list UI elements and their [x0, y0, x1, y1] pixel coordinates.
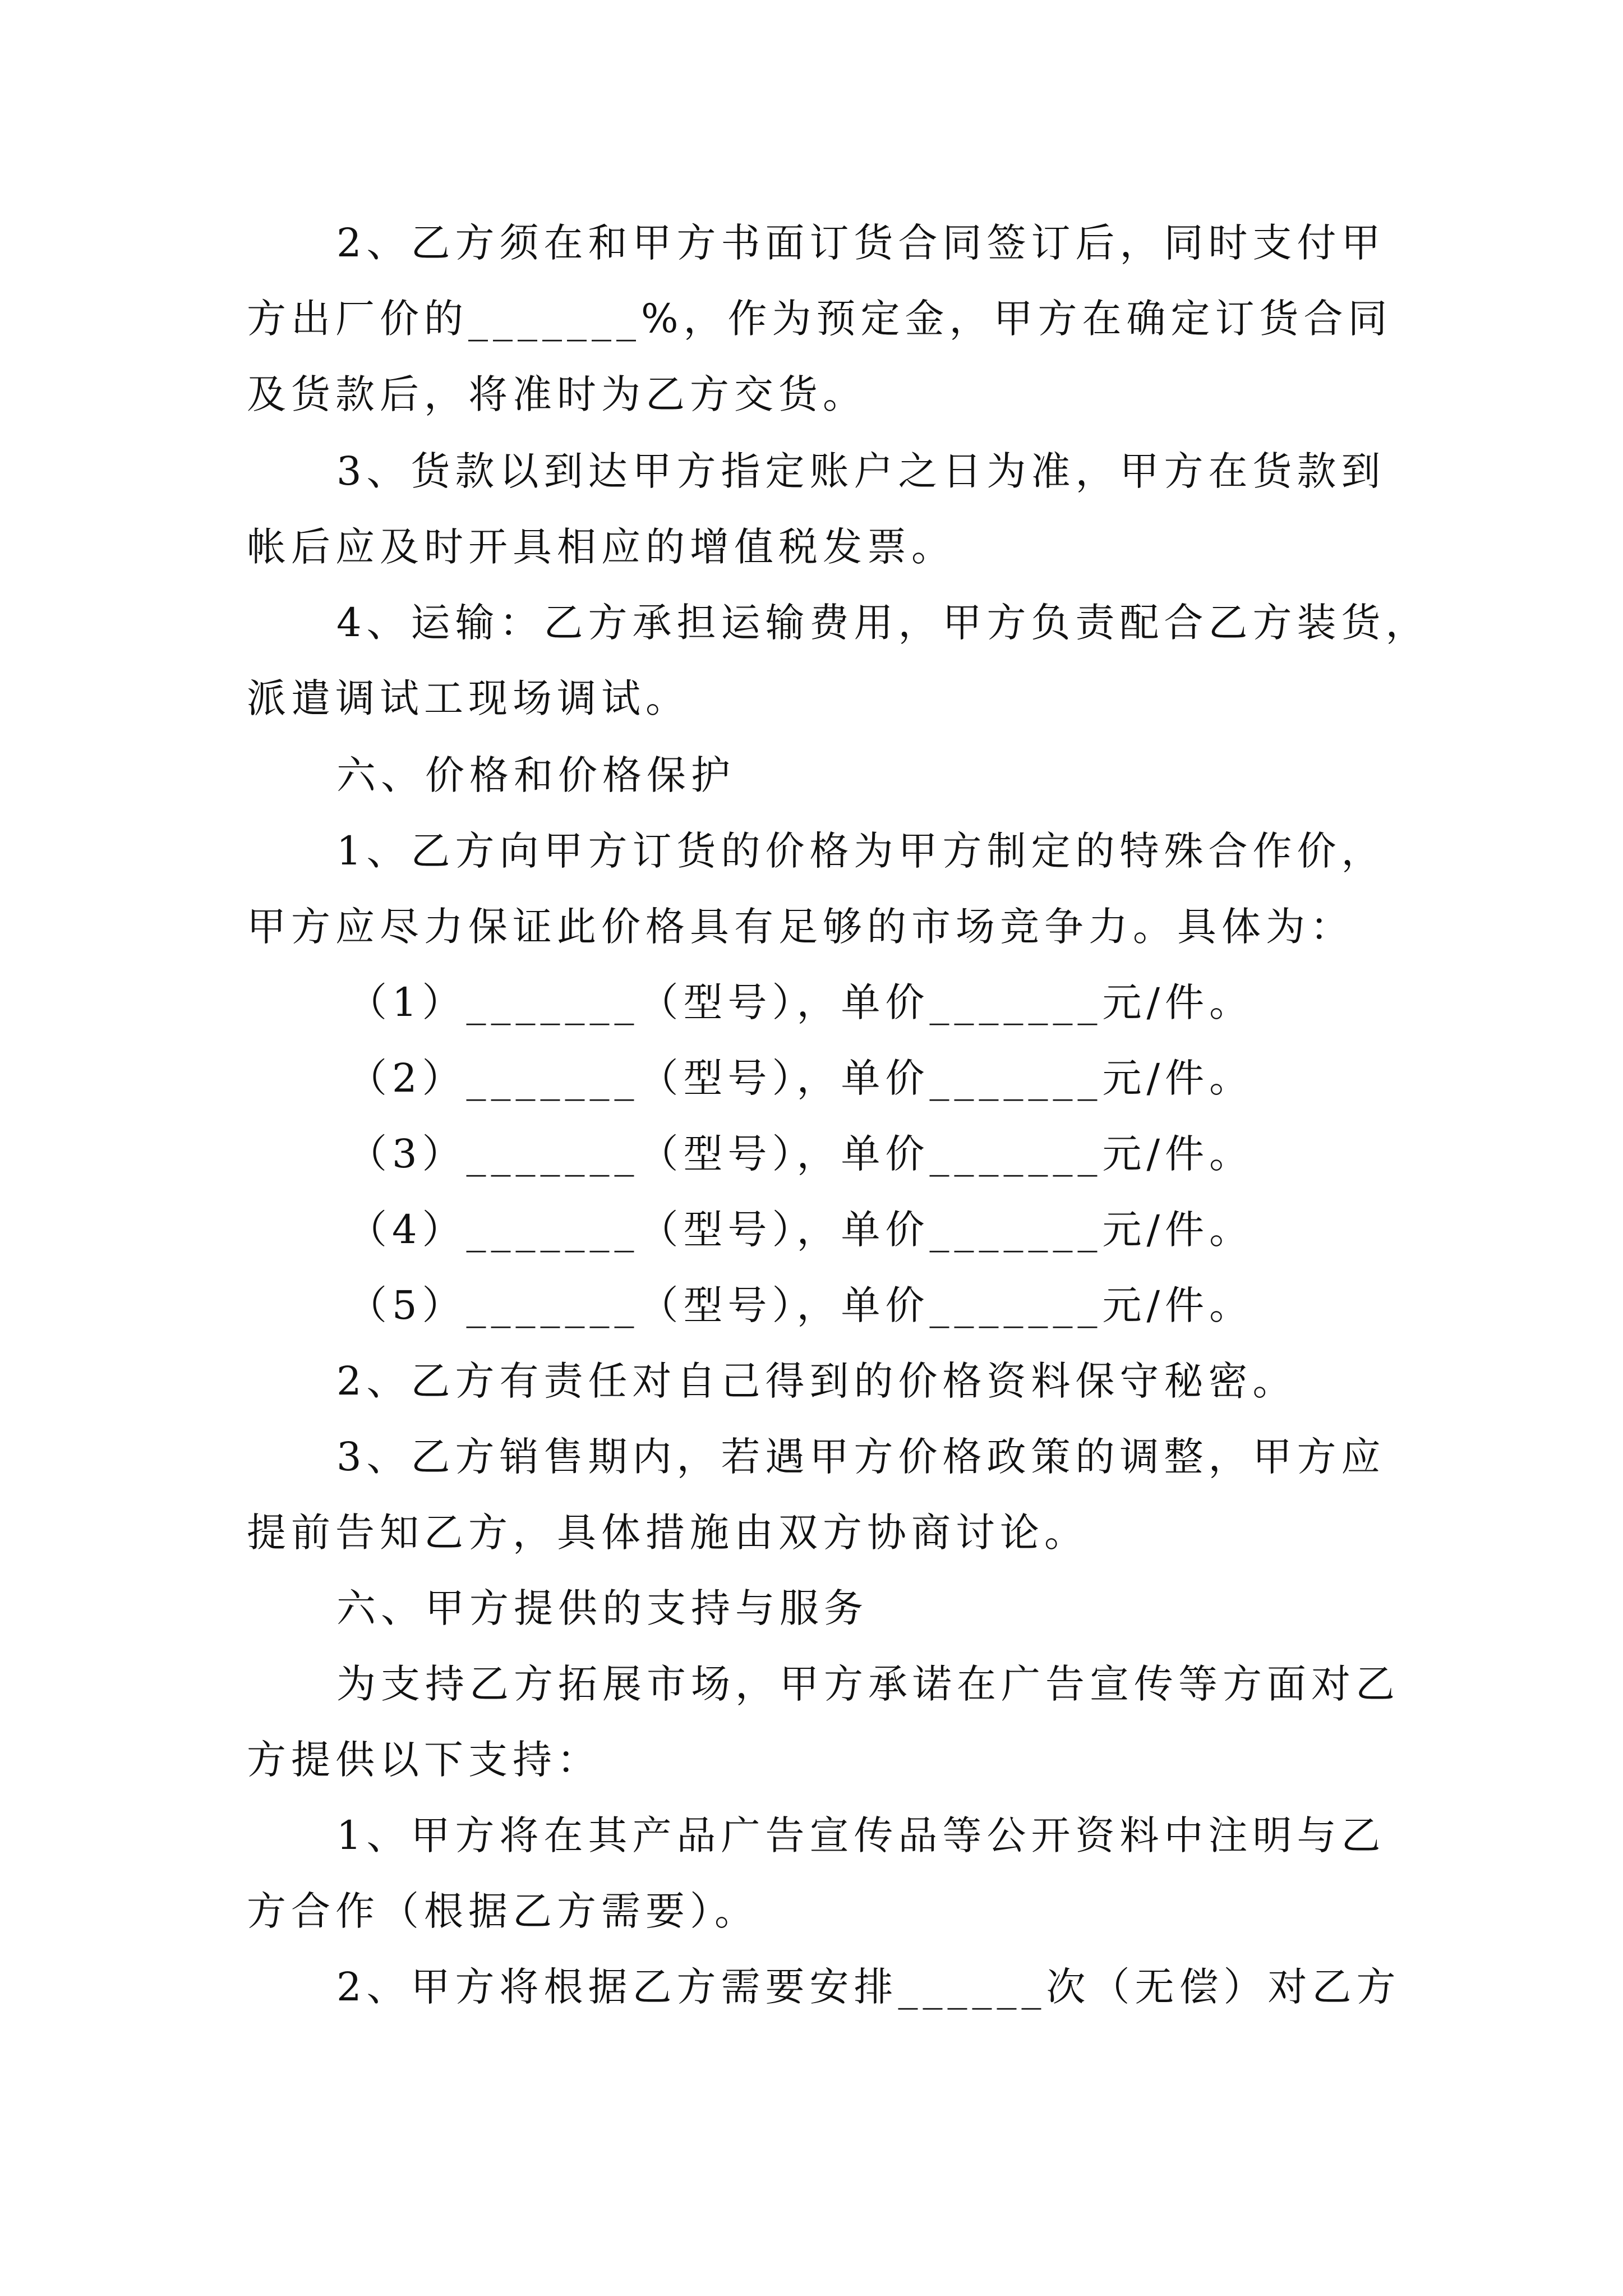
text-line: 1、乙方向甲方订货的价格为甲方制定的特殊合作价， [336, 828, 1386, 874]
section-heading: 六、甲方提供的支持与服务 [336, 1585, 868, 1631]
text-line: 4、运输：乙方承担运输费用，甲方负责配合乙方装货， [336, 600, 1430, 646]
text-line: 3、货款以到达甲方指定账户之日为准，甲方在货款到 [336, 448, 1386, 494]
text-line: 派遣调试工现场调试。 [247, 675, 690, 721]
price-item: （1）_______（型号），单价_______元/件。 [348, 979, 1254, 1025]
text-line: 方出厂价的_______%，作为预定金，甲方在确定订货合同 [247, 296, 1393, 342]
text-line: 2、甲方将根据乙方需要安排______次（无偿）对乙方 [336, 1964, 1401, 2010]
text-line: 为支持乙方拓展市场，甲方承诺在广告宣传等方面对乙 [336, 1661, 1400, 1707]
section-heading: 六、价格和价格保护 [336, 752, 735, 798]
text-line: 3、乙方销售期内，若遇甲方价格政策的调整，甲方应 [336, 1434, 1386, 1480]
text-line: 提前告知乙方，具体措施由双方协商讨论。 [247, 1510, 1089, 1556]
text-line: 2、乙方有责任对自己得到的价格资料保守秘密。 [336, 1358, 1297, 1404]
price-item: （5）_______（型号），单价_______元/件。 [348, 1282, 1254, 1328]
text-line: 帐后应及时开具相应的增值税发票。 [247, 524, 956, 570]
price-item: （4）_______（型号），单价_______元/件。 [348, 1207, 1254, 1253]
text-line: 及货款后，将准时为乙方交货。 [247, 371, 867, 417]
price-item: （3）_______（型号），单价_______元/件。 [348, 1131, 1254, 1177]
text-line: 方合作（根据乙方需要）。 [247, 1888, 759, 1934]
text-line: 方提供以下支持： [247, 1737, 601, 1783]
text-line: 甲方应尽力保证此价格具有足够的市场竞争力。具体为： [247, 904, 1354, 950]
text-line: 2、乙方须在和甲方书面订货合同签订后，同时支付甲 [336, 220, 1386, 266]
price-item: （2）_______（型号），单价_______元/件。 [348, 1055, 1254, 1101]
text-line: 1、甲方将在其产品广告宣传品等公开资料中注明与乙 [336, 1812, 1386, 1858]
